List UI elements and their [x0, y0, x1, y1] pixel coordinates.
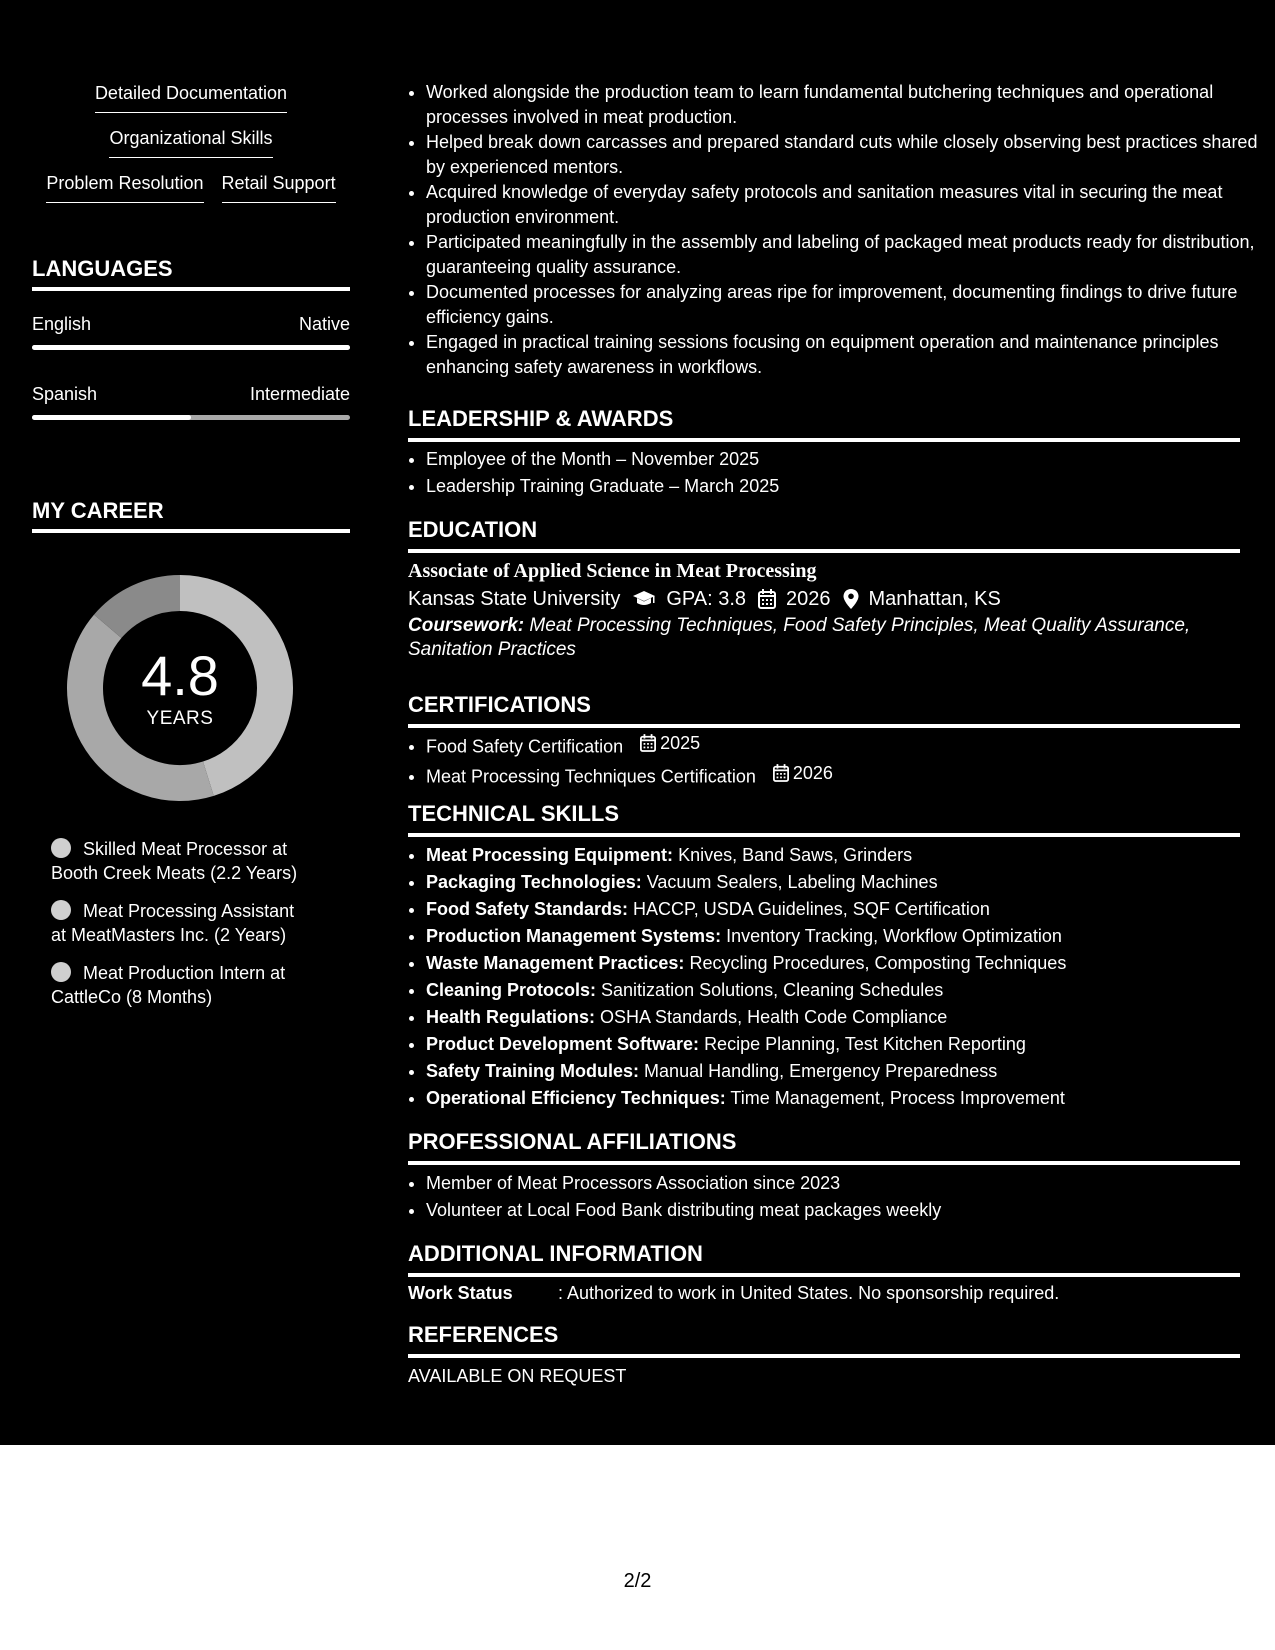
skill-value: HACCP, USDA Guidelines, SQF Certification: [633, 899, 990, 919]
experience-bullet: • Worked alongside the production team to learn fundamental butchering techniques and operational processes involved in meat production.: [426, 80, 1258, 129]
experience-bullet: • Participated meaningfully in the assembly and labeling of packaged meat products ready for distribution, guaranteeing quality assurance.: [426, 230, 1258, 279]
technical-skills-section: [408, 842, 1240, 1112]
career-item-line: Meat Production Intern at: [83, 963, 286, 983]
calendar-icon: [773, 764, 789, 782]
coursework-label: Coursework:: [408, 615, 525, 636]
school-name: Kansas State University: [408, 588, 621, 610]
location-pin-icon: [843, 589, 859, 609]
experience-bullets: [408, 80, 1258, 380]
certification-item: [426, 731, 1240, 759]
certifications-section: [408, 731, 1240, 791]
coursework: [408, 614, 1240, 662]
skill-value: Manual Handling, Emergency Preparedness: [644, 1061, 998, 1081]
leadership-item: • Leadership Training Graduate – March 2025: [426, 474, 1240, 499]
skill-tag: Retail Support: [222, 172, 336, 203]
education-section: [408, 558, 1240, 662]
references-text: AVAILABLE ON REQUEST: [408, 1366, 627, 1386]
technical-skill-item: [426, 896, 1240, 923]
degree-title: Associate of Applied Science in Meat Processing: [408, 560, 817, 582]
career-item-line: Meat Processing Assistant: [83, 901, 295, 921]
skill-value: Recycling Procedures, Composting Techniques: [689, 953, 1067, 973]
sidebar: [0, 0, 380, 1445]
experience-bullet: • Documented processes for analyzing areas ripe for improvement, documenting findings to drive future efficiency gains.: [426, 280, 1258, 329]
language-name: Spanish: [32, 384, 98, 404]
skill-row: [32, 172, 350, 203]
career-item-line: CattleCo (8 Months): [51, 987, 213, 1007]
technical-skill-item: [426, 977, 1240, 1004]
technical-skill-item: [426, 923, 1240, 950]
graduation-cap-icon: [632, 590, 656, 608]
skill-tag: Problem Resolution: [46, 172, 203, 203]
certification-year: 2026: [792, 762, 833, 783]
skill-value: OSHA Standards, Health Code Compliance: [600, 1007, 948, 1027]
language-english: [32, 313, 350, 350]
main-content: [408, 0, 1258, 1445]
career-item: [51, 899, 341, 947]
skill-value: Time Management, Process Improvement: [730, 1088, 1065, 1108]
work-status-label: Work Status: [408, 1283, 513, 1303]
graduation-year: 2026: [786, 588, 831, 610]
school-location: Manhattan, KS: [868, 588, 1001, 610]
references-heading: REFERENCES: [408, 1322, 1240, 1358]
language-bar-fill: [32, 345, 350, 350]
skill-label: Safety Training Modules:: [426, 1061, 640, 1081]
skill-value: Vacuum Sealers, Labeling Machines: [646, 872, 938, 892]
skill-label: Health Regulations:: [426, 1007, 596, 1027]
skill-label: Cleaning Protocols:: [426, 980, 597, 1000]
experience-bullet: • Helped break down carcasses and prepared standard cuts while closely observing best practices shared by experienced mentors.: [426, 130, 1258, 179]
career-list: [51, 837, 341, 1023]
skill-label: Operational Efficiency Techniques:: [426, 1088, 726, 1108]
career-item-line: Skilled Meat Processor at: [83, 839, 288, 859]
technical-skill-item: [426, 1058, 1240, 1085]
gpa: GPA: 3.8: [666, 588, 746, 610]
skill-value: Recipe Planning, Test Kitchen Reporting: [704, 1034, 1026, 1054]
certifications-heading: CERTIFICATIONS: [408, 692, 1240, 728]
affiliations-section: [408, 1171, 1240, 1224]
skill-value: Inventory Tracking, Workflow Optimization: [726, 926, 1062, 946]
coursework-list: Meat Processing Techniques, Food Safety Principles, Meat Quality Assurance, Sanitation Practices: [408, 615, 1191, 660]
education-meta: [408, 584, 1240, 614]
calendar-icon: [640, 734, 656, 752]
career-dot-icon: [51, 838, 71, 858]
calendar-icon: [758, 589, 776, 609]
technical-skill-item: [426, 1085, 1240, 1112]
leadership-heading: LEADERSHIP & AWARDS: [408, 406, 1240, 442]
affiliations-heading: PROFESSIONAL AFFILIATIONS: [408, 1129, 1240, 1165]
career-item: [51, 961, 341, 1009]
leadership-section: [408, 447, 1240, 500]
skill-label: Production Management Systems:: [426, 926, 722, 946]
career-item-line: Booth Creek Meats (2.2 Years): [51, 863, 298, 883]
skill-row: [32, 82, 350, 113]
certification-year: 2025: [660, 733, 701, 753]
language-spanish: [32, 383, 350, 420]
career-donut-chart: [65, 573, 295, 803]
experience-bullet: • Engaged in practical training sessions focusing on equipment operation and maintenance principles enhancing safety awareness in workflows.: [426, 330, 1258, 379]
certification-item: [426, 761, 1240, 789]
language-bar: [32, 415, 350, 420]
skill-tag: Organizational Skills: [109, 127, 272, 158]
career-item: [51, 837, 341, 885]
work-status-value: : Authorized to work in United States. No sponsorship required.: [558, 1283, 1060, 1303]
career-dot-icon: [51, 962, 71, 982]
technical-skill-item: [426, 869, 1240, 896]
skill-label: Meat Processing Equipment:: [426, 845, 674, 865]
additional-info-section: [408, 1281, 1240, 1305]
certification-name: Food Safety Certification: [426, 736, 624, 757]
career-dot-icon: [51, 900, 71, 920]
skill-value: Sanitization Solutions, Cleaning Schedules: [601, 980, 944, 1000]
skill-value: Knives, Band Saws, Grinders: [678, 845, 913, 865]
technical-skill-item: [426, 842, 1240, 869]
career-item-line: at MeatMasters Inc. (2 Years): [51, 925, 287, 945]
leadership-item: • Employee of the Month – November 2025: [426, 447, 1240, 472]
additional-info-heading: ADDITIONAL INFORMATION: [408, 1241, 1240, 1277]
career-total-value: 4.8: [141, 644, 219, 707]
technical-skill-item: [426, 950, 1240, 977]
languages-heading: LANGUAGES: [32, 256, 350, 291]
certification-name: Meat Processing Techniques Certification: [426, 766, 756, 786]
skills-list: [32, 82, 350, 217]
skill-label: Product Development Software:: [426, 1034, 700, 1054]
language-bar: [32, 345, 350, 350]
experience-bullet: • Acquired knowledge of everyday safety protocols and sanitation measures vital in securing the meat production environment.: [426, 180, 1258, 229]
career-heading: MY CAREER: [32, 498, 350, 533]
technical-skill-item: [426, 1004, 1240, 1031]
skill-label: Waste Management Practices:: [426, 953, 685, 973]
language-level: Intermediate: [249, 384, 350, 404]
skill-row: [32, 127, 350, 158]
career-total-unit: YEARS: [146, 708, 214, 729]
technical-skills-heading: TECHNICAL SKILLS: [408, 801, 1240, 837]
affiliation-item: • Volunteer at Local Food Bank distributing meat packages weekly: [426, 1198, 1240, 1223]
skill-label: Food Safety Standards:: [426, 899, 629, 919]
technical-skill-item: [426, 1031, 1240, 1058]
page-number: 2/2: [623, 1570, 652, 1592]
skill-tag: Detailed Documentation: [95, 82, 287, 113]
donut-segment: [108, 593, 180, 626]
language-level: Native: [298, 314, 350, 334]
language-bar-fill: [32, 415, 191, 420]
education-heading: EDUCATION: [408, 517, 1240, 553]
affiliation-item: • Member of Meat Processors Association since 2023: [426, 1171, 1240, 1196]
language-name: English: [32, 314, 92, 334]
skill-label: Packaging Technologies:: [426, 872, 642, 892]
